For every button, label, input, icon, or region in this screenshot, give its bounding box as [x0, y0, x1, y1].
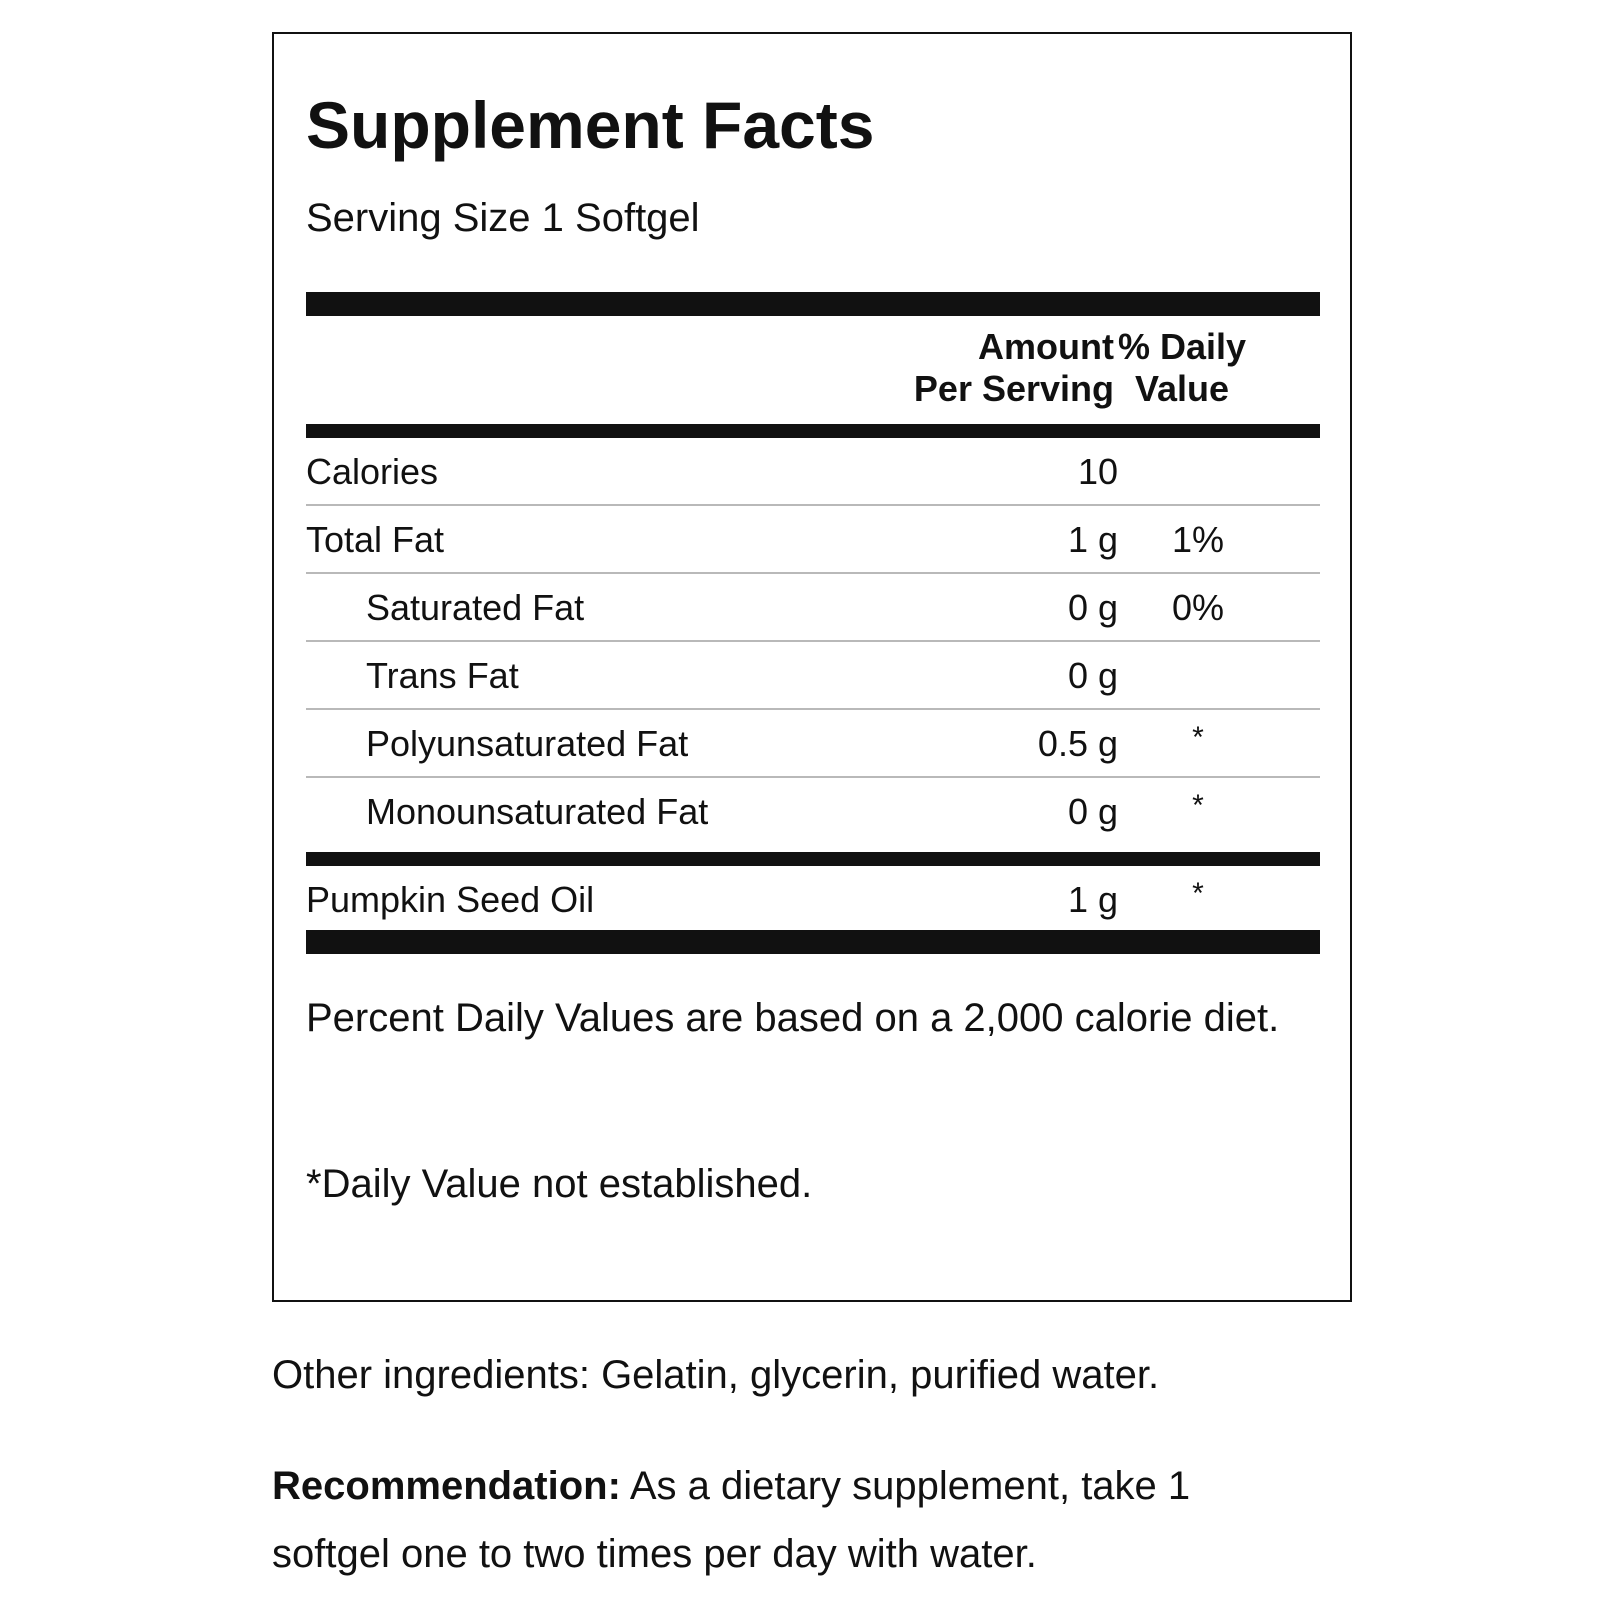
- nutrient-amount: 0.5 g: [1037, 723, 1118, 764]
- recommendation-label: Recommendation:: [272, 1464, 621, 1508]
- panel-title: Supplement Facts: [306, 88, 875, 162]
- nutrient-name: Saturated Fat: [366, 587, 585, 628]
- serving-size: Serving Size 1 Softgel: [306, 196, 700, 240]
- daily-value-header: [1104, 326, 1260, 410]
- nutrient-row-saturated-fat: [306, 574, 1320, 642]
- nutrient-amount: 0 g: [1067, 587, 1118, 628]
- other-ingredients: Other ingredients: Gelatin, glycerin, purified water.: [272, 1353, 1160, 1397]
- nutrient-amount: 10: [1077, 451, 1118, 492]
- nutrient-row-total-fat: [306, 506, 1320, 574]
- nutrient-row-trans-fat: [306, 642, 1320, 710]
- dv-header-line-2: Value: [1134, 368, 1230, 409]
- recommendation: [272, 1452, 1312, 1588]
- amount-header-line-2: Per Serving: [913, 368, 1114, 409]
- nutrient-daily-value: *: [1192, 789, 1204, 822]
- nutrient-row-calories: [306, 438, 1320, 506]
- nutrient-name: Trans Fat: [366, 655, 519, 696]
- nutrient-daily-value: 1%: [1171, 519, 1225, 560]
- nutrient-row-polyunsaturated-fat: [306, 710, 1320, 778]
- not-established-footnote: *Daily Value not established.: [306, 1162, 813, 1206]
- divider-under-header: [306, 424, 1320, 438]
- divider-thick-bottom: [306, 930, 1320, 954]
- divider-thick-top: [306, 292, 1320, 316]
- nutrient-row-pumpkin-seed-oil: [306, 866, 1320, 930]
- supplement-facts-panel: [272, 32, 1352, 1302]
- nutrient-name: Polyunsaturated Fat: [366, 723, 689, 764]
- dv-header-line-1: % Daily: [1117, 326, 1247, 367]
- nutrient-daily-value: *: [1192, 721, 1204, 754]
- nutrient-row-monounsaturated-fat: [306, 778, 1320, 852]
- nutrient-amount: 0 g: [1067, 655, 1118, 696]
- nutrient-name: Monounsaturated Fat: [366, 791, 709, 832]
- nutrient-daily-value: 0%: [1171, 587, 1225, 628]
- amount-header-line-1: Amount: [978, 326, 1114, 367]
- daily-values-footnote: Percent Daily Values are based on a 2,000 calorie diet.: [306, 996, 1280, 1040]
- recommendation-text: As a dietary supplement, take 1 softgel one to two times per day with water.: [272, 1464, 1191, 1576]
- amount-per-serving-header: [914, 326, 1114, 410]
- nutrient-amount: 1 g: [1067, 879, 1118, 920]
- nutrient-amount: 0 g: [1067, 791, 1118, 832]
- nutrient-name: Calories: [306, 451, 439, 492]
- nutrient-name: Total Fat: [306, 519, 445, 560]
- nutrient-amount: 1 g: [1067, 519, 1118, 560]
- nutrient-daily-value: *: [1192, 877, 1204, 910]
- nutrient-name: Pumpkin Seed Oil: [306, 879, 595, 920]
- divider-before-pumpkin-seed-oil: [306, 852, 1320, 866]
